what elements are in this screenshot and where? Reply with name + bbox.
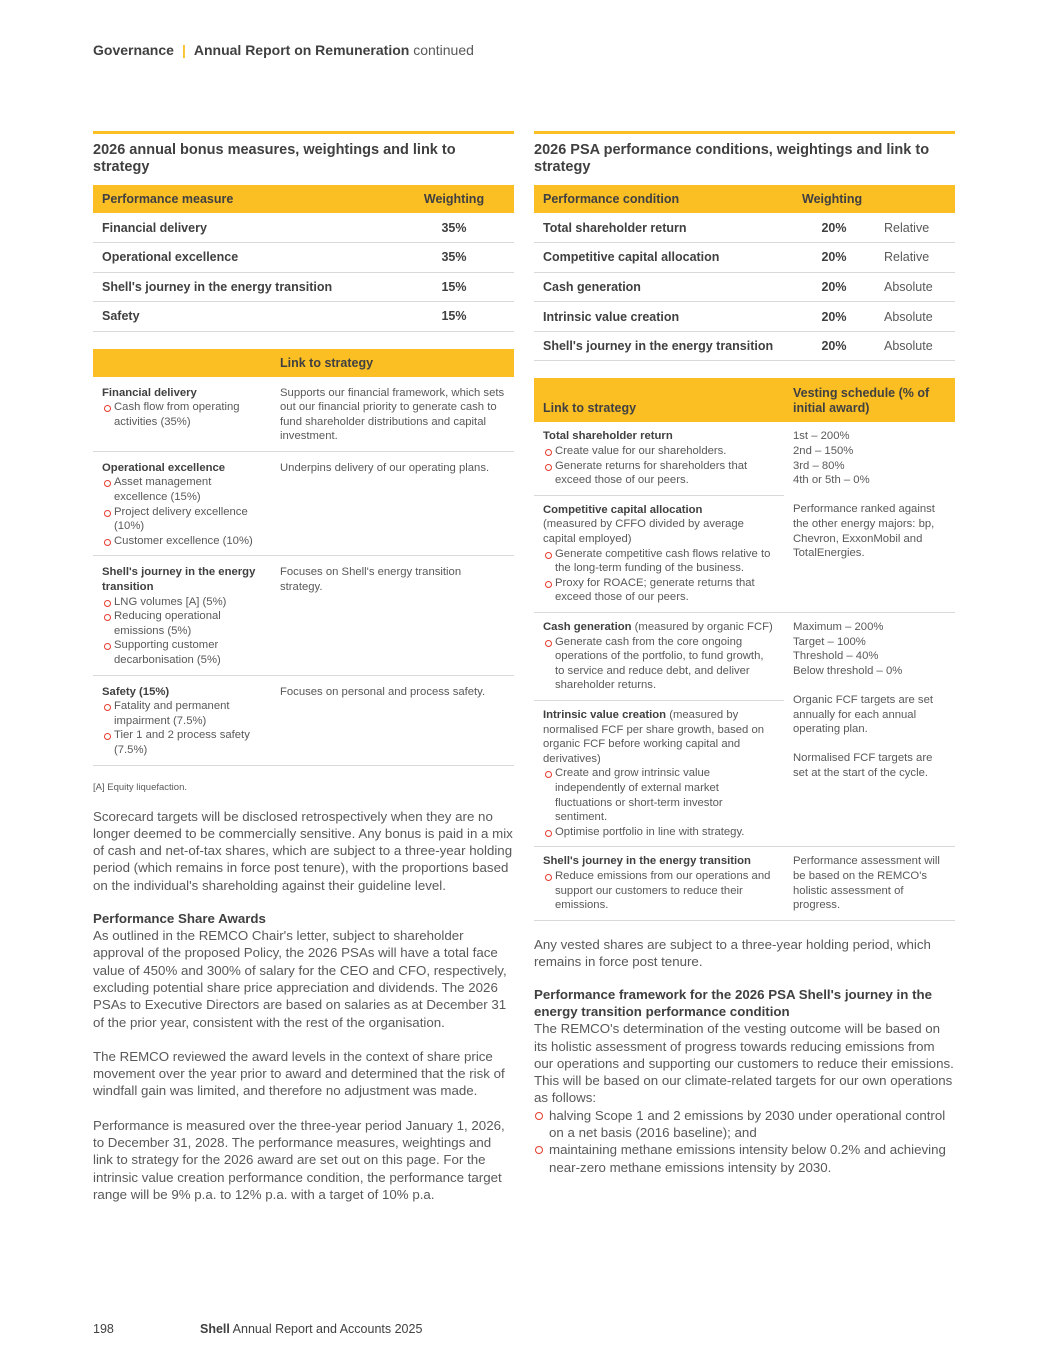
page-number: 198: [93, 1322, 114, 1336]
condition-title: Competitive capital allocation: [543, 503, 703, 516]
link-cell: [534, 495, 784, 612]
vesting-note: Normalised FCF targets are set at the start of the cycle.: [793, 752, 933, 779]
col-header-blank: [875, 185, 955, 213]
table-row: [534, 302, 955, 332]
scorecard-paragraph: Scorecard targets will be disclosed retrospectively when they are no longer deemed to be commercially sensitive. Any bonus is paid in a mix of cash and net-of-tax shares, which are subject to a three-year holding period (which remains in force post tenure), with the proportions based on the individual's shareholding against their guideline level.: [93, 808, 513, 893]
continued-label: continued: [413, 42, 474, 58]
psa-table-title: 2026 PSA performance conditions, weightings and link to strategy: [534, 142, 930, 175]
list-item: Generate cash from the core ongoing operations of the portfolio, to fund growth, to service and reduce debt, and deliver shareholder returns.: [543, 635, 775, 693]
col-header-vesting: Vesting schedule (% of initial award): [784, 378, 955, 422]
list-item: Reduce emissions from our operations and support our customers to reduce their emissions.: [543, 869, 775, 913]
table-row: [93, 451, 514, 556]
list-item: Supporting customer decarbonisation (5%): [102, 638, 262, 667]
vesting-note: Performance ranked against the other energy majors: bp, Chevron, ExxonMobil and TotalEnergies.: [793, 503, 935, 560]
measure-cell: [93, 556, 271, 675]
page-header: [93, 42, 474, 58]
table-row: [93, 243, 514, 273]
bonus-link-table: [93, 349, 514, 766]
table-row: [534, 847, 955, 920]
psa-paragraph-2: The REMCO reviewed the award levels in the context of share price movement over the year prior to award and determined that the risk of windfall gain was limited, and therefore no adjustment was made.: [93, 1048, 505, 1099]
condition-bullets: [543, 635, 775, 693]
measure-bullets: [102, 475, 262, 548]
measure-cell: Safety: [93, 302, 394, 332]
condition-heading: [543, 620, 775, 635]
strategy-cell: Focuses on personal and process safety.: [271, 675, 514, 765]
measure-title: Financial delivery: [102, 386, 197, 399]
psa-heading: Performance Share Awards: [93, 911, 266, 927]
framework-bullets: [534, 1107, 955, 1176]
table-row: [534, 613, 955, 701]
measure-bullets: [102, 595, 262, 668]
link-cell: [534, 700, 784, 846]
weighting-cell: 20%: [793, 302, 875, 332]
condition-bullets: [543, 547, 775, 605]
type-cell: Relative: [875, 213, 955, 243]
condition-note: (measured by organic FCF): [634, 621, 773, 633]
framework-paragraph: The REMCO's determination of the vesting outcome will be based on its holistic assessment of progress towards reducing emissions from our operations and supporting our customers to reduce their emissions. This will be based on our climate-related targets for our own operations as follows:: [534, 1021, 954, 1106]
strategy-cell: Focuses on Shell's energy transition strategy.: [271, 556, 514, 675]
table-header-row: [93, 185, 514, 213]
psa-paragraph-1: As outlined in the REMCO Chair's letter, subject to shareholder approval of the proposed Policy, the 2026 PSAs will have a total face value of 450% and 300% of salary for the CEO and CFO, respectively, excluding potential share price appreciation and dividends. The 2026 PSAs to Executive Directors are based on salaries as at December 31 of the prior year, consistent with the rest of the organisation.: [93, 928, 507, 1030]
list-item: maintaining methane emissions intensity below 0.2% and achieving near-zero methane emissions intensity by 2030.: [534, 1141, 955, 1176]
holding-paragraph: Any vested shares are subject to a three-year holding period, which remains in force post tenure.: [534, 936, 931, 969]
condition-note: (measured by normalised FCF per share growth, based on organic FCF before working capital and derivatives): [543, 708, 765, 765]
table-row: [534, 422, 955, 495]
link-cell: [534, 422, 784, 495]
weighting-cell: 20%: [793, 331, 875, 361]
strategy-cell: Supports our financial framework, which sets out our financial priority to generate cash to fund shareholder distributions and capital investment.: [271, 377, 514, 452]
list-item: Proxy for ROACE; generate returns that exceed those of our peers.: [543, 576, 775, 605]
strategy-cell: Underpins delivery of our operating plans.: [271, 451, 514, 556]
table-row: [93, 556, 514, 675]
list-item: Cash flow from operating activities (35%): [102, 400, 262, 429]
footnote: [A] Equity liquefaction.: [93, 781, 187, 793]
list-item: Optimise portfolio in line with strategy.: [543, 825, 775, 840]
list-item: Create and grow intrinsic value independently of external market fluctuations or short-term investor sentiment.: [543, 766, 775, 824]
condition-cell: Competitive capital allocation: [534, 243, 793, 273]
col-header-measure: Performance measure: [93, 185, 394, 213]
measure-cell: [93, 377, 271, 452]
table-row: [534, 243, 955, 273]
table-row: [534, 331, 955, 361]
condition-cell: Total shareholder return: [534, 213, 793, 243]
col-header-condition: Performance condition: [534, 185, 793, 213]
measure-title: Shell's journey in the energy transition: [102, 566, 256, 594]
weighting-cell: 15%: [394, 272, 514, 302]
measure-cell: [93, 451, 271, 556]
condition-cell: Shell's journey in the energy transition: [534, 331, 793, 361]
col-header-link: Link to strategy: [271, 349, 514, 377]
measure-cell: Shell's journey in the energy transition: [93, 272, 394, 302]
col-header-weighting: Weighting: [394, 185, 514, 213]
condition-title: Intrinsic value creation: [543, 708, 667, 721]
type-cell: Absolute: [875, 272, 955, 302]
measure-cell: [93, 675, 271, 765]
left-column: [93, 131, 514, 1203]
col-header-weighting: Weighting: [793, 185, 875, 213]
vesting-schedule: Maximum – 200% Target – 100% Threshold – 40% Below threshold – 0%: [793, 621, 903, 677]
condition-bullets: [543, 869, 775, 913]
measure-bullets: [102, 699, 262, 757]
list-item: Customer excellence (10%): [102, 534, 262, 549]
condition-note: (measured by CFFO divided by average capital employed): [543, 518, 744, 546]
condition-heading: [543, 503, 775, 518]
measure-bullets: [102, 400, 262, 429]
condition-bullets: [543, 444, 775, 488]
list-item: halving Scope 1 and 2 emissions by 2030 under operational control on a net basis (2016 baseline); and: [534, 1107, 955, 1142]
weighting-cell: 35%: [394, 243, 514, 273]
brand-name: Shell: [200, 1322, 230, 1336]
page-title: Annual Report on Remuneration: [193, 42, 410, 58]
weighting-cell: 20%: [793, 243, 875, 273]
table-row: [93, 213, 514, 243]
table-header-row: [534, 185, 955, 213]
list-item: Asset management excellence (15%): [102, 475, 262, 504]
table-row: [93, 377, 514, 452]
table-row: [534, 272, 955, 302]
framework-heading: Performance framework for the 2026 PSA Shell's journey in the energy transition performance condition: [534, 987, 933, 1020]
condition-title: Total shareholder return: [543, 430, 673, 443]
psa-conditions-table: [534, 185, 955, 361]
list-item: Project delivery excellence (10%): [102, 505, 262, 534]
col-header-link: Link to strategy: [534, 378, 784, 422]
list-item: Fatality and permanent impairment (7.5%): [102, 699, 262, 728]
vesting-cell: [784, 847, 955, 920]
section-rule: [534, 131, 955, 134]
list-item: Generate competitive cash flows relative to the long-term funding of the business.: [543, 547, 775, 576]
weighting-cell: 35%: [394, 213, 514, 243]
vesting-cell: [784, 613, 955, 847]
psa-link-table: [534, 378, 955, 920]
measure-title: Safety (15%): [102, 685, 170, 698]
type-cell: Absolute: [875, 331, 955, 361]
link-cell: [534, 847, 784, 920]
publication-title: Annual Report and Accounts 2025: [232, 1322, 423, 1336]
weighting-cell: 15%: [394, 302, 514, 332]
table-row: [93, 675, 514, 765]
condition-cell: Cash generation: [534, 272, 793, 302]
vesting-note: Organic FCF targets are set annually for each annual operating plan.: [793, 693, 934, 736]
col-header-blank: [93, 349, 271, 377]
list-item: Reducing operational emissions (5%): [102, 609, 262, 638]
list-item: Generate returns for shareholders that exceed those of our peers.: [543, 459, 775, 488]
table-row: [93, 272, 514, 302]
type-cell: Relative: [875, 243, 955, 273]
right-column: [534, 131, 955, 1176]
vesting-cell: [784, 422, 955, 612]
psa-paragraph-3: Performance is measured over the three-year period January 1, 2026, to December 31, 2028. The performance measures, weightings and link to strategy for the 2026 award are set out on this page. For the intrinsic value creation performance condition, the performance target range will be 9% p.a. to 12% p.a. with a target of 10% p.a.: [93, 1117, 505, 1202]
measure-title: Operational excellence: [102, 461, 226, 474]
section-rule: [93, 131, 514, 134]
vesting-note: Performance assessment will be based on the REMCO's holistic assessment of progress.: [793, 855, 940, 912]
measure-cell: Operational excellence: [93, 243, 394, 273]
table-row: [534, 213, 955, 243]
table-row: [93, 302, 514, 332]
table-header-row: [93, 349, 514, 377]
spacer: [793, 488, 946, 503]
spacer: [793, 678, 946, 693]
condition-heading: [543, 708, 775, 766]
link-cell: [534, 613, 784, 701]
page-footer: [93, 1322, 422, 1336]
bonus-table-title: 2026 annual bonus measures, weightings and link to strategy: [93, 142, 456, 175]
list-item: LNG volumes [A] (5%): [102, 595, 262, 610]
condition-bullets: [543, 766, 775, 839]
header-separator: |: [181, 42, 186, 58]
type-cell: Absolute: [875, 302, 955, 332]
list-item: Tier 1 and 2 process safety (7.5%): [102, 728, 262, 757]
section-label: Governance: [93, 42, 174, 58]
condition-cell: Intrinsic value creation: [534, 302, 793, 332]
measure-cell: Financial delivery: [93, 213, 394, 243]
bonus-measures-table: [93, 185, 514, 332]
spacer: [793, 737, 946, 752]
condition-title: Shell's journey in the energy transition: [543, 855, 751, 868]
condition-title: Cash generation: [543, 621, 632, 633]
weighting-cell: 20%: [793, 272, 875, 302]
vesting-schedule: 1st – 200% 2nd – 150% 3rd – 80% 4th or 5th – 0%: [793, 430, 870, 487]
weighting-cell: 20%: [793, 213, 875, 243]
list-item: Create value for our shareholders.: [543, 444, 775, 459]
table-header-row: [534, 378, 955, 422]
